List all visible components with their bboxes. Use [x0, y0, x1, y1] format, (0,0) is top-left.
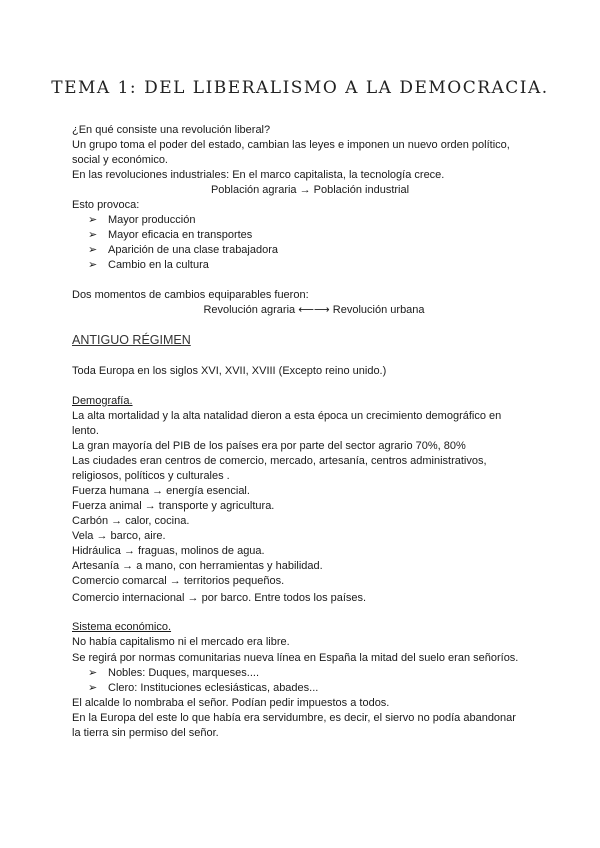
- effect-item: ➢ Cambio en la cultura: [88, 259, 209, 271]
- sistema-line: No había capitalismo ni el mercado era libre.: [72, 636, 290, 648]
- sistema-line: Se regirá por normas comunitarias nueva línea en España la mitad del suelo eran señoríos.: [72, 652, 519, 664]
- subheading-demografia: Demografía.: [72, 395, 133, 407]
- population-change: Población agraria → Población industrial: [210, 184, 410, 196]
- page-title: TEMA 1: DEL LIBERALISMO A LA DEMOCRACIA.: [51, 78, 549, 98]
- demografia-line: La alta mortalidad y la alta natalidad dieron a esta época un crecimiento demográfico en: [72, 410, 502, 422]
- effect-item: ➢ Mayor producción: [88, 214, 196, 226]
- sistema-line: la tierra sin permiso del señor.: [72, 727, 219, 739]
- demografia-line: Fuerza animal → transporte y agricultura.: [72, 500, 275, 512]
- provoca-label: Esto provoca:: [72, 199, 140, 211]
- industrial-revolutions-line: En las revoluciones industriales: En el marco capitalista, la tecnología crece.: [72, 169, 445, 181]
- demografia-line: Las ciudades eran centros de comercio, mercado, artesanía, centros administrativos,: [72, 455, 487, 467]
- demografia-line: Artesanía → a mano, con herramientas y habilidad.: [72, 560, 323, 572]
- revolutions-line: Revolución agraria ⟵⟶ Revolución urbana: [203, 304, 425, 316]
- sistema-line: En la Europa del este lo que había era servidumbre, es decir, el siervo no podía abandonar: [72, 712, 516, 724]
- moments-line: Dos momentos de cambios equiparables fueron:: [72, 289, 309, 301]
- intro-answer-line-1: Un grupo toma el poder del estado, cambian las leyes e imponen un nuevo orden político,: [72, 139, 510, 151]
- intro-question: ¿En qué consiste una revolución liberal?: [72, 124, 271, 136]
- bullet-arrow-icon: ➢: [88, 214, 98, 226]
- section-heading-antiguo-regimen: ANTIGUO RÉGIMEN: [72, 333, 191, 347]
- sistema-line: El alcalde lo nombraba el señor. Podían pedir impuestos a todos.: [72, 697, 390, 709]
- demografia-line: Vela → barco, aire.: [72, 530, 166, 542]
- bullet-arrow-icon: ➢: [88, 229, 98, 241]
- europe-centuries-line: Toda Europa en los siglos XVI, XVII, XVIII (Excepto reino unido.): [72, 365, 387, 377]
- bullet-arrow-icon: ➢: [88, 682, 98, 694]
- bullet-arrow-icon: ➢: [88, 259, 98, 271]
- senorio-item: ➢ Clero: Instituciones eclesiásticas, abades...: [88, 682, 319, 694]
- demografia-line: Fuerza humana → energía esencial.: [72, 485, 250, 497]
- intro-answer-line-2: social y económico.: [72, 154, 168, 166]
- demografia-line: La gran mayoría del PIB de los países era por parte del sector agrario 70%, 80%: [72, 440, 466, 452]
- demografia-line: lento.: [72, 425, 99, 437]
- effect-item: ➢ Aparición de una clase trabajadora: [88, 244, 279, 256]
- demografia-line: Comercio internacional → por barco. Entre todos los países.: [72, 592, 367, 604]
- demografia-line: Carbón → calor, cocina.: [72, 515, 190, 527]
- subheading-sistema-economico: Sistema económico.: [72, 621, 172, 633]
- demografia-line: religiosos, políticos y culturales .: [72, 470, 230, 482]
- bullet-arrow-icon: ➢: [88, 244, 98, 256]
- effect-item: ➢ Mayor eficacia en transportes: [88, 229, 253, 241]
- bullet-arrow-icon: ➢: [88, 667, 98, 679]
- senorio-item: ➢ Nobles: Duques, marqueses....: [88, 667, 260, 679]
- demografia-line: Hidráulica → fraguas, molinos de agua.: [72, 545, 265, 557]
- demografia-line: Comercio comarcal → territorios pequeños.: [72, 575, 285, 587]
